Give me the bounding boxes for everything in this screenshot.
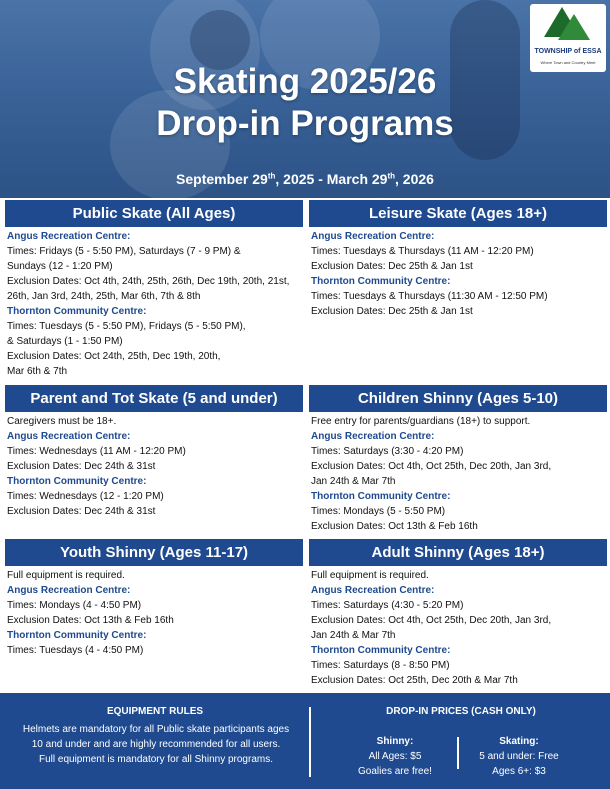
exclusion-line: Exclusion Dates: Oct 4th, Oct 25th, Dec 20th, Jan 3rd,	[311, 615, 552, 626]
hero-banner	[0, 0, 610, 198]
section-note: Full equipment is required.	[311, 570, 429, 581]
schedule-line: Times: Tuesdays (5 - 5:50 PM), Fridays (5 - 5:50 PM),	[7, 321, 246, 332]
exclusion-line: Exclusion Dates: Dec 25th & Jan 1st	[311, 306, 473, 317]
venue-label: Angus Recreation Centre:	[311, 231, 435, 242]
venue-label: Thornton Community Centre:	[7, 306, 147, 317]
price-heading: Shinny:	[376, 736, 414, 747]
venue-label: Thornton Community Centre:	[7, 630, 147, 641]
equipment-rule-line: 10 and under and are highly recommended for all users.	[31, 739, 281, 750]
skating-prices	[464, 734, 574, 779]
tree-icon	[558, 14, 590, 40]
adult-shinny-section	[309, 539, 607, 688]
schedule-line: Times: Saturdays (8 - 8:50 PM)	[311, 660, 450, 671]
venue-label: Thornton Community Centre:	[311, 491, 451, 502]
schedule-line: Times: Wednesdays (11 AM - 12:20 PM)	[7, 446, 186, 457]
venue-label: Angus Recreation Centre:	[7, 231, 131, 242]
hero-title-line1: Skating 2025/26	[173, 62, 437, 101]
schedule-line: Times: Tuesdays & Thursdays (11:30 AM - 12:50 PM)	[311, 291, 548, 302]
schedule-line: Times: Tuesdays (4 - 4:50 PM)	[7, 645, 144, 656]
exclusion-line: Exclusion Dates: Dec 24th & 31st	[7, 461, 156, 472]
public-skate-section	[5, 200, 303, 379]
section-title: Children Shinny (Ages 5-10)	[309, 385, 607, 412]
prices-divider	[457, 737, 459, 769]
season-dates: September 29th, 2025 - March 29th, 2026	[176, 171, 434, 187]
section-title: Parent and Tot Skate (5 and under)	[5, 385, 303, 412]
price-line: Ages 6+: $3	[492, 766, 546, 777]
schedule-line: Times: Mondays (5 - 5:50 PM)	[311, 506, 446, 517]
section-title: Adult Shinny (Ages 18+)	[309, 539, 607, 566]
schedule-line: Times: Fridays (5 - 5:50 PM), Saturdays (7 - 9 PM) &	[7, 246, 241, 257]
logo-tagline: Where Town and Country Meet	[540, 60, 596, 65]
schedule-line: & Saturdays (1 - 1:50 PM)	[7, 336, 123, 347]
leisure-skate-section	[309, 200, 607, 319]
exclusion-line: Mar 6th & 7th	[7, 366, 68, 377]
exclusion-line: Exclusion Dates: Oct 13th & Feb 16th	[311, 521, 478, 532]
exclusion-line: Jan 24th & Mar 7th	[311, 630, 396, 641]
shinny-prices	[340, 734, 450, 779]
equipment-rule-line: Full equipment is mandatory for all Shinny programs.	[39, 754, 273, 765]
venue-label: Angus Recreation Centre:	[7, 431, 131, 442]
exclusion-line: Exclusion Dates: Oct 25th, Dec 20th & Mar 7th	[311, 675, 518, 686]
venue-label: Thornton Community Centre:	[311, 276, 451, 287]
equipment-rules-title: EQUIPMENT RULES	[106, 706, 204, 717]
price-line: Goalies are free!	[358, 766, 432, 777]
price-heading: Skating:	[499, 736, 539, 747]
exclusion-line: Exclusion Dates: Dec 25th & Jan 1st	[311, 261, 473, 272]
logo-name: TOWNSHIP of ESSA	[534, 48, 602, 55]
parent-tot-section	[5, 385, 303, 519]
footer-divider	[309, 707, 311, 777]
exclusion-line: Exclusion Dates: Dec 24th & 31st	[7, 506, 156, 517]
venue-label: Thornton Community Centre:	[7, 476, 147, 487]
venue-label: Angus Recreation Centre:	[7, 585, 131, 596]
township-logo	[530, 4, 606, 72]
hero-photo-shape	[190, 10, 250, 70]
price-line: All Ages: $5	[368, 751, 422, 762]
section-note: Full equipment is required.	[7, 570, 125, 581]
schedule-line: Times: Saturdays (4:30 - 5:20 PM)	[311, 600, 464, 611]
venue-label: Angus Recreation Centre:	[311, 431, 435, 442]
section-title: Public Skate (All Ages)	[5, 200, 303, 227]
exclusion-line: Jan 24th & Mar 7th	[311, 476, 396, 487]
schedule-line: Times: Tuesdays & Thursdays (11 AM - 12:20 PM)	[311, 246, 534, 257]
exclusion-line: Exclusion Dates: Oct 13th & Feb 16th	[7, 615, 174, 626]
youth-shinny-section	[5, 539, 303, 658]
exclusion-line: Exclusion Dates: Oct 24th, 25th, Dec 19th, 20th,	[7, 351, 221, 362]
venue-label: Angus Recreation Centre:	[311, 585, 435, 596]
venue-label: Thornton Community Centre:	[311, 645, 451, 656]
schedule-line: Times: Saturdays (3:30 - 4:20 PM)	[311, 446, 464, 457]
equipment-rule-line: Helmets are mandatory for all Public skate participants ages	[22, 724, 290, 735]
equipment-rules-text	[4, 722, 308, 767]
footer-panel	[0, 693, 610, 789]
prices-title: DROP-IN PRICES (CASH ONLY)	[386, 706, 536, 717]
schedule-line: Sundays (12 - 1:20 PM)	[7, 261, 113, 272]
price-line: 5 and under: Free	[479, 751, 559, 762]
exclusion-line: Exclusion Dates: Oct 4th, Oct 25th, Dec 20th, Jan 3rd,	[311, 461, 552, 472]
exclusion-line: 26th, Jan 3rd, 24th, 25th, Mar 6th, 7th & 8th	[7, 291, 201, 302]
section-title: Leisure Skate (Ages 18+)	[309, 200, 607, 227]
section-title: Youth Shinny (Ages 11-17)	[5, 539, 303, 566]
section-note: Caregivers must be 18+.	[7, 416, 117, 427]
exclusion-line: Exclusion Dates: Oct 4th, 24th, 25th, 26th, Dec 19th, 20th, 21st,	[7, 276, 290, 287]
children-shinny-section	[309, 385, 607, 534]
hero-title-line2: Drop-in Programs	[156, 104, 454, 143]
schedule-line: Times: Wednesdays (12 - 1:20 PM)	[7, 491, 164, 502]
schedule-line: Times: Mondays (4 - 4:50 PM)	[7, 600, 142, 611]
section-note: Free entry for parents/guardians (18+) to support.	[311, 416, 531, 427]
